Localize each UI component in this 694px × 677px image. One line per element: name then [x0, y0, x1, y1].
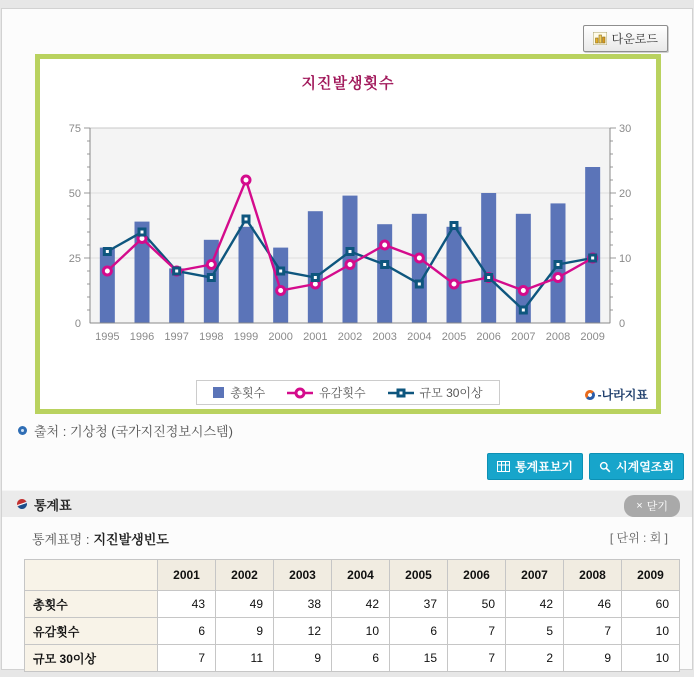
table-icon	[497, 461, 510, 472]
chart-legend-wrap	[40, 380, 656, 405]
table-name-value: 지진발생빈도	[93, 532, 169, 547]
chart-legend	[196, 380, 499, 405]
source-text: 출처 : 기상청 (국가지진정보시스템)	[34, 424, 233, 439]
close-label: 닫기	[646, 501, 668, 513]
value-cell: 7	[448, 618, 506, 645]
svg-text:2006: 2006	[476, 331, 501, 343]
source-line	[18, 421, 233, 440]
value-cell: 2	[506, 645, 564, 672]
stats-table-head	[25, 560, 680, 591]
value-cell: 10	[622, 618, 680, 645]
time-series-label: 시계열조회	[616, 460, 674, 474]
value-cell: 10	[622, 645, 680, 672]
value-cell: 46	[564, 591, 622, 618]
table-name-label: 통계표명 :	[32, 532, 90, 547]
value-cell: 49	[216, 591, 274, 618]
year-column-header: 2007	[506, 560, 564, 591]
year-column-header: 2009	[622, 560, 680, 591]
svg-text:10: 10	[619, 253, 632, 265]
bar-chart-icon	[593, 32, 607, 45]
row-label: 총횟수	[25, 591, 158, 618]
stats-panel-header	[2, 490, 692, 517]
bullet-icon	[18, 426, 27, 435]
download-button[interactable]	[583, 25, 668, 52]
legend-item-felt	[287, 384, 365, 401]
close-icon: ×	[636, 500, 643, 512]
value-cell: 10	[332, 618, 390, 645]
stats-table	[24, 559, 680, 672]
value-cell: 7	[448, 645, 506, 672]
svg-text:2009: 2009	[580, 331, 605, 343]
table-row	[25, 618, 680, 645]
value-cell: 5	[506, 618, 564, 645]
view-stats-table-button[interactable]	[487, 453, 583, 480]
value-cell: 9	[216, 618, 274, 645]
value-cell: 11	[216, 645, 274, 672]
legend-item-total	[213, 384, 265, 401]
legend-label-felt: 유감횟수	[319, 386, 366, 400]
table-name	[32, 529, 169, 548]
year-column-header: 2002	[216, 560, 274, 591]
value-cell: 50	[448, 591, 506, 618]
year-column-header: 2004	[332, 560, 390, 591]
legend-magnitude-marker-icon	[388, 387, 414, 399]
svg-text:1998: 1998	[199, 331, 224, 343]
close-button[interactable]	[624, 495, 680, 517]
svg-text:2007: 2007	[511, 331, 536, 343]
table-row	[25, 645, 680, 672]
value-cell: 42	[332, 591, 390, 618]
year-column-header: 2006	[448, 560, 506, 591]
row-label: 규모 30이상	[25, 645, 158, 672]
naraindex-logo-text: -나라지표	[597, 388, 648, 402]
legend-label-total: 총횟수	[230, 386, 266, 400]
svg-text:2003: 2003	[372, 331, 397, 343]
naraindex-logo-icon	[584, 389, 596, 401]
year-column-header: 2003	[274, 560, 332, 591]
svg-text:25: 25	[68, 253, 81, 265]
time-series-button[interactable]	[589, 453, 684, 480]
year-column-header: 2008	[564, 560, 622, 591]
value-cell: 9	[274, 645, 332, 672]
chart-panel	[35, 54, 661, 414]
content-panel	[1, 8, 693, 670]
svg-text:0: 0	[619, 318, 626, 330]
action-buttons	[487, 453, 684, 480]
svg-text:1995: 1995	[95, 331, 120, 343]
value-cell: 6	[390, 618, 448, 645]
value-cell: 38	[274, 591, 332, 618]
svg-text:1999: 1999	[233, 331, 259, 343]
year-column-header: 2001	[158, 560, 216, 591]
value-cell: 37	[390, 591, 448, 618]
svg-text:1997: 1997	[164, 331, 189, 343]
naraindex-logo	[584, 386, 648, 403]
value-cell: 6	[332, 645, 390, 672]
svg-text:50: 50	[68, 188, 81, 200]
table-corner-cell	[25, 560, 158, 591]
svg-text:2005: 2005	[441, 331, 467, 343]
stats-section-icon	[16, 498, 28, 510]
svg-text:0: 0	[74, 318, 81, 330]
value-cell: 9	[564, 645, 622, 672]
view-stats-table-label: 통계표보기	[515, 460, 574, 474]
svg-text:75: 75	[68, 123, 81, 135]
value-cell: 42	[506, 591, 564, 618]
chart-title: 지진발생횟수	[301, 75, 395, 92]
magnifier-icon	[599, 461, 611, 473]
value-cell: 12	[274, 618, 332, 645]
svg-text:30: 30	[619, 123, 632, 135]
svg-text:2008: 2008	[545, 331, 571, 343]
svg-text:2000: 2000	[268, 331, 293, 343]
value-cell: 7	[564, 618, 622, 645]
table-row	[25, 591, 680, 618]
value-cell: 15	[390, 645, 448, 672]
legend-item-magnitude	[388, 384, 483, 401]
value-cell: 7	[158, 645, 216, 672]
svg-text:2004: 2004	[407, 331, 432, 343]
value-cell: 43	[158, 591, 216, 618]
download-label: 다운로드	[611, 32, 658, 46]
value-cell: 60	[622, 591, 680, 618]
value-cell: 6	[158, 618, 216, 645]
stats-table-body	[25, 591, 680, 672]
chart-svg	[40, 121, 656, 353]
year-column-header: 2005	[390, 560, 448, 591]
unit-label: [ 단위 : 회 ]	[609, 531, 668, 545]
svg-text:20: 20	[619, 188, 632, 200]
svg-text:2001: 2001	[303, 331, 328, 343]
legend-felt-marker-icon	[287, 387, 313, 399]
legend-bar-swatch-icon	[213, 387, 224, 398]
svg-text:1996: 1996	[129, 331, 155, 343]
svg-text:2002: 2002	[337, 331, 363, 343]
row-label: 유감횟수	[25, 618, 158, 645]
stats-panel-title: 통계표	[34, 497, 72, 513]
legend-label-magnitude: 규모 30이상	[419, 386, 483, 400]
